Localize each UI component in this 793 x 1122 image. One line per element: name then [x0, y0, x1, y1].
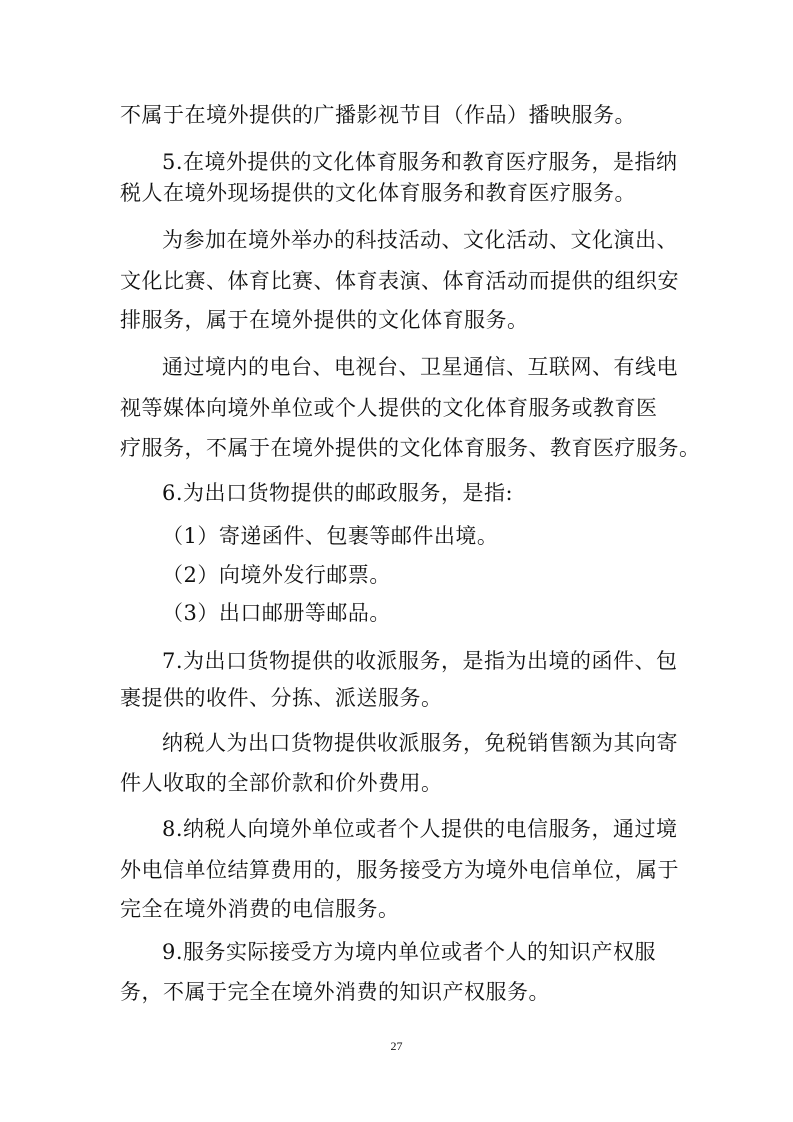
text-line: 5.在境外提供的文化体育服务和教育医疗服务，是指纳: [162, 150, 678, 174]
text-line: 通过境内的电台、电视台、卫星通信、互联网、有线电: [162, 355, 678, 379]
text-line: 为参加在境外举办的科技活动、文化活动、文化演出、: [162, 228, 678, 252]
text-line: 7.为出口货物提供的收派服务，是指为出境的函件、包: [162, 649, 678, 673]
text-line: 务，不属于完全在境外消费的知识产权服务。: [120, 980, 550, 1004]
text-line: 6.为出口货物提供的邮政服务，是指:: [162, 481, 514, 505]
text-line: 排服务，属于在境外提供的文化体育服务。: [120, 308, 529, 332]
page-number: 27: [390, 1039, 403, 1053]
text-line: 件人收取的全部价款和价外费用。: [120, 771, 443, 795]
text-line: 纳税人为出口货物提供收派服务，免税销售额为其向寄: [162, 731, 678, 755]
text-line: 视等媒体向境外单位或个人提供的文化体育服务或教育医: [120, 396, 658, 420]
text-line: （2）向境外发行邮票。: [162, 563, 391, 587]
text-line: （3）出口邮册等邮品。: [162, 601, 391, 625]
text-line: 外电信单位结算费用的，服务接受方为境外电信单位，属于: [120, 858, 679, 882]
text-line: 裹提供的收件、分拣、派送服务。: [120, 686, 443, 710]
text-line: 9.服务实际接受方为境内单位或者个人的知识产权服: [162, 940, 657, 964]
text-line: （1）寄递函件、包裹等邮件出境。: [162, 524, 499, 548]
text-line: 完全在境外消费的电信服务。: [120, 897, 400, 921]
text-line: 疗服务，不属于在境外提供的文化体育服务、教育医疗服务。: [120, 436, 701, 460]
text-line: 不属于在境外提供的广播影视节目（作品）播映服务。: [120, 103, 636, 127]
text-line: 税人在境外现场提供的文化体育服务和教育医疗服务。: [120, 181, 636, 205]
text-line: 文化比赛、体育比赛、体育表演、体育活动而提供的组织安: [120, 269, 679, 293]
text-line: 8.纳税人向境外单位或者个人提供的电信服务，通过境: [162, 817, 678, 841]
